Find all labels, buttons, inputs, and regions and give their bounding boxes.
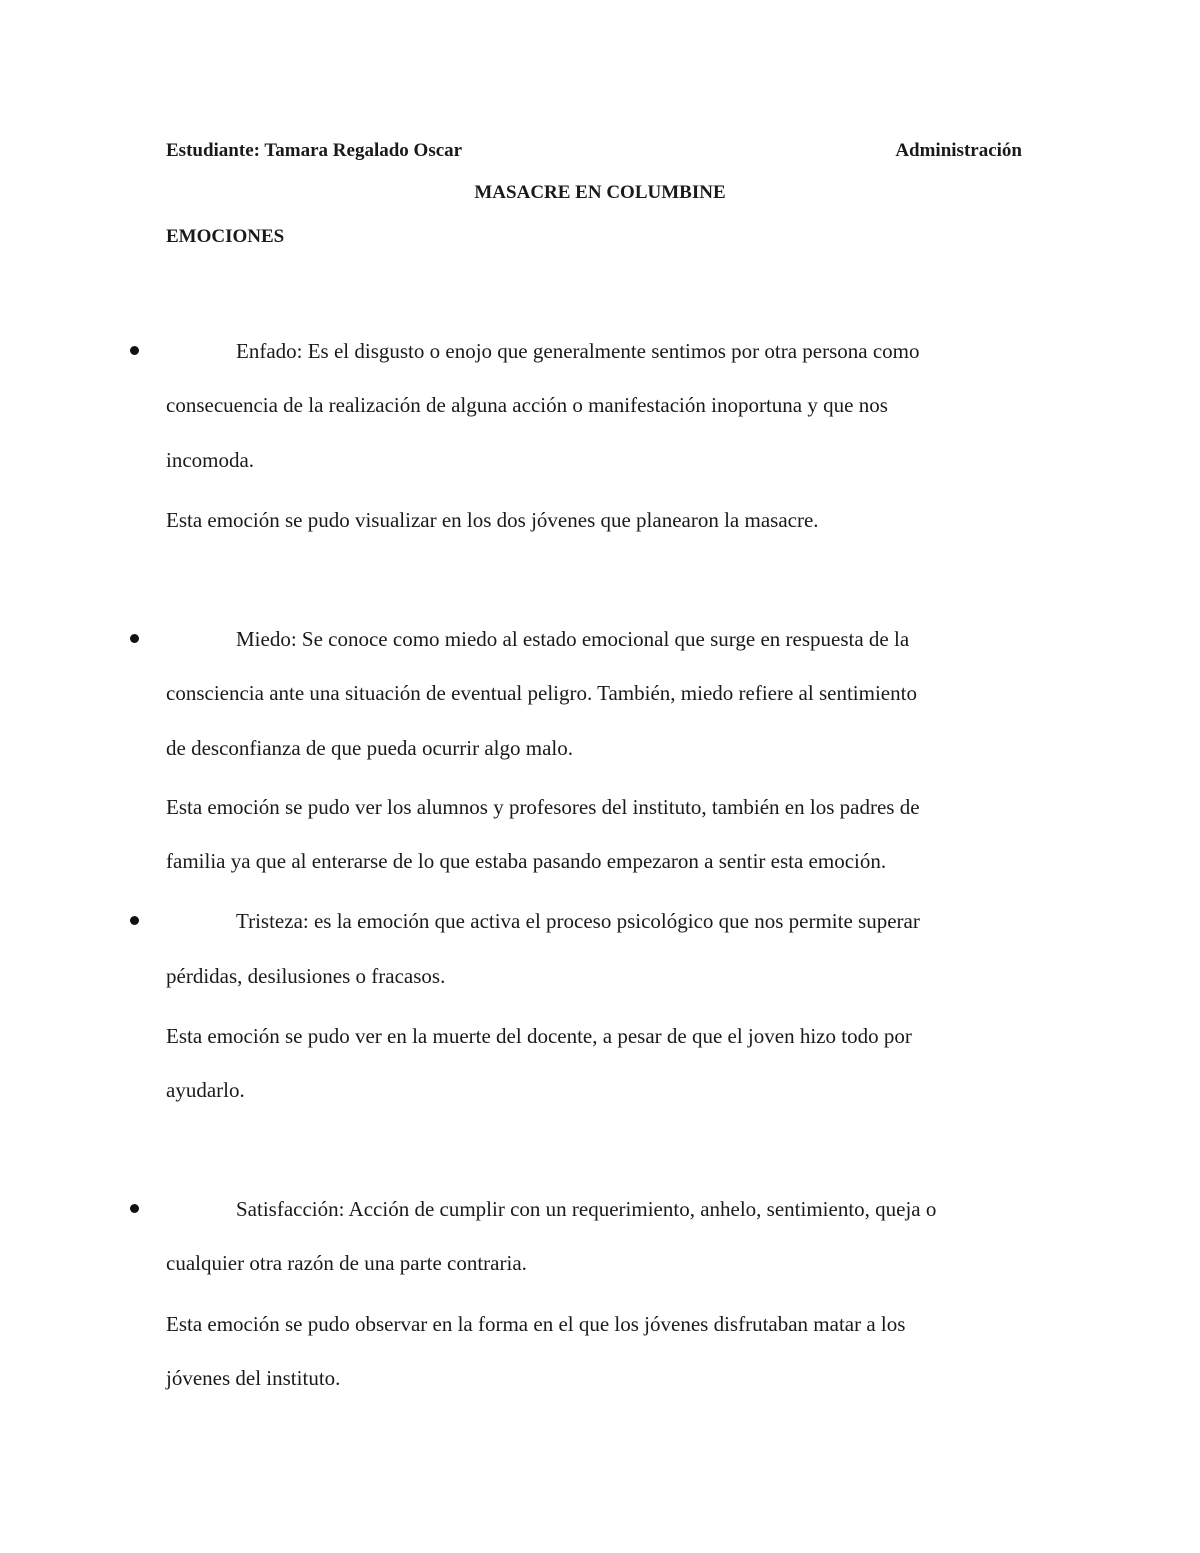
- item-note: Esta emoción se pudo ver los alumnos y profesores del instituto, también en los padres de: [166, 795, 920, 819]
- section-title: EMOCIONES: [166, 226, 285, 247]
- item-line: Satisfacción: Acción de cumplir con un requerimiento, anhelo, sentimiento, queja o: [236, 1197, 937, 1221]
- item-line: consciencia ante una situación de eventual peligro. También, miedo refiere al sentimiento: [166, 681, 917, 705]
- item-note: Esta emoción se pudo visualizar en los dos jóvenes que planearon la masacre.: [166, 508, 819, 532]
- bullet-icon: [130, 916, 139, 925]
- bullet-icon: [130, 634, 139, 643]
- item-line: de desconfianza de que pueda ocurrir algo malo.: [166, 736, 573, 760]
- document-title: MASACRE EN COLUMBINE: [474, 182, 726, 203]
- bullet-icon: [130, 1204, 139, 1213]
- student-name: Estudiante: Tamara Regalado Oscar: [166, 140, 463, 161]
- item-note: Esta emoción se pudo ver en la muerte del docente, a pesar de que el joven hizo todo por: [166, 1024, 912, 1048]
- header-row: [166, 140, 1022, 170]
- item-line: Tristeza: es la emoción que activa el proceso psicológico que nos permite superar: [236, 909, 920, 933]
- item-line: pérdidas, desilusiones o fracasos.: [166, 964, 446, 988]
- item-line: cualquier otra razón de una parte contraria.: [166, 1251, 527, 1275]
- item-note: Esta emoción se pudo observar en la forma en el que los jóvenes disfrutaban matar a los: [166, 1312, 906, 1336]
- bullet-icon: [130, 346, 139, 355]
- item-note: ayudarlo.: [166, 1078, 245, 1102]
- item-line: Enfado: Es el disgusto o enojo que generalmente sentimos por otra persona como: [236, 339, 920, 363]
- item-note: familia ya que al enterarse de lo que estaba pasando empezaron a sentir esta emoción.: [166, 849, 887, 873]
- course-name: Administración: [895, 140, 1022, 161]
- item-note: jóvenes del instituto.: [166, 1366, 341, 1390]
- item-line: Miedo: Se conoce como miedo al estado emocional que surge en respuesta de la: [236, 627, 910, 651]
- item-line: incomoda.: [166, 448, 255, 472]
- item-line: consecuencia de la realización de alguna acción o manifestación inoportuna y que nos: [166, 393, 888, 417]
